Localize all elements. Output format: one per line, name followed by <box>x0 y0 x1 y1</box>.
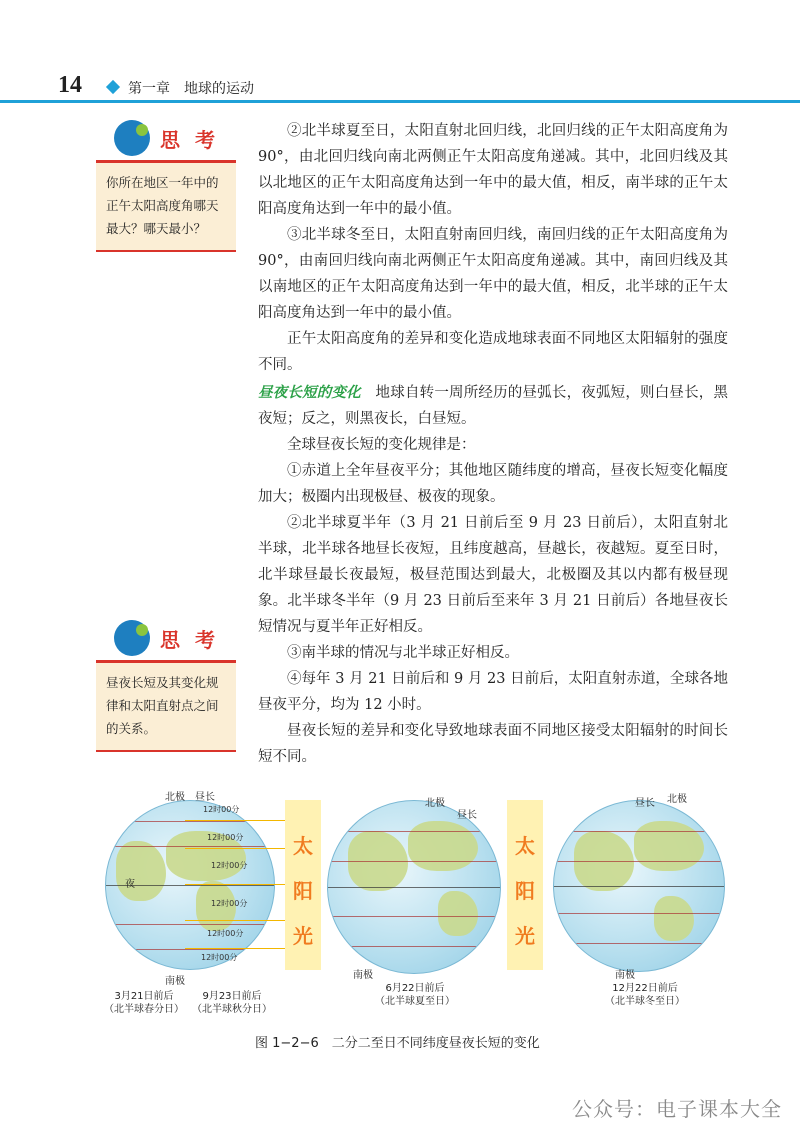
time-label: 12时00分 <box>211 899 248 908</box>
paragraph: ③北半球冬至日，太阳直射南回归线，南回归线的正午太阳高度角为 90°，由南回归线向南北两侧正午太阳高度角递减。其中，南回归线及其以南地区的正午太阳高度角达到一年中的最大值，相反，北半球的正午太阳高度角达到一年中的最小值。 <box>258 227 728 321</box>
paragraph: ③南半球的情况与北半球正好相反。 <box>287 645 519 661</box>
section-paragraph <box>258 380 728 432</box>
day-length-label: 昼长 <box>635 798 655 809</box>
section-heading: 昼夜长短的变化 <box>258 385 361 401</box>
date-label-summer: 6月22日前后 （北半球夏至日） <box>375 983 455 1007</box>
night-label: 夜 <box>125 879 135 890</box>
south-pole-label: 南极 <box>165 976 185 987</box>
sun-char: 太 <box>293 834 313 858</box>
paragraph: ④每年 3 月 21 日前后和 9 月 23 日前后，太阳直射赤道，全球各地昼夜平分，均为 12 小时。 <box>258 671 728 713</box>
sun-char: 太 <box>515 834 535 858</box>
head-gear-icon <box>114 120 150 156</box>
body-text-section <box>258 380 728 770</box>
header-rule <box>0 100 800 103</box>
think-text: 你所在地区一年中的正午太阳高度角哪天最大？哪天最小？ <box>96 163 236 252</box>
think-label: 思 考 <box>160 628 219 652</box>
time-label: 12时00分 <box>207 929 244 938</box>
head-gear-icon <box>114 620 150 656</box>
south-pole-label: 南极 <box>353 970 373 981</box>
think-text: 昼夜长短及其变化规律和太阳直射点之间的关系。 <box>96 663 236 752</box>
paragraph: 昼夜长短的差异和变化导致地球表面不同地区接受太阳辐射的时间长短不同。 <box>258 723 728 765</box>
sun-char: 阳 <box>293 879 313 903</box>
south-pole-label: 南极 <box>615 970 635 981</box>
globe-summer-solstice <box>327 800 501 974</box>
think-box-1 <box>96 120 236 252</box>
globe-winter-solstice <box>553 800 725 972</box>
paragraph: 全球昼夜长短的变化规律是： <box>287 437 476 453</box>
time-label: 12时00分 <box>207 833 244 842</box>
date-label-winter: 12月22日前后 （北半球冬至日） <box>605 983 685 1007</box>
paragraph: ①赤道上全年昼夜平分；其他地区随纬度的增高，昼夜长短变化幅度加大；极圈内出现极昼、极夜的现象。 <box>258 463 728 505</box>
chapter-title: 第一章 地球的运动 <box>128 81 254 97</box>
time-label: 12时00分 <box>203 805 240 814</box>
body-text-top <box>258 118 728 378</box>
day-length-label: 昼长 <box>457 810 477 821</box>
time-label: 12时00分 <box>201 953 238 962</box>
paragraph: ②北半球夏半年（3 月 21 日前后至 9 月 23 日前后），太阳直射北半球，北半球各地昼长夜短，且纬度越高，昼越长，夜越短。夏至日时，北半球昼最长夜最短，极昼范围达到最大，北极圈及其以内都有极昼现象。北半球冬半年（9 月 23 日前后至来年 3 月 21 日前后）各地昼夜长短情况与夏半年正好相反。 <box>258 515 728 635</box>
section-intro: 地球自转一周所经历的昼弧长，夜弧短，则白昼长，黑夜短；反之，则黑夜长，白昼短。 <box>258 385 729 427</box>
sun-char: 光 <box>515 924 535 948</box>
north-pole-label: 北极 <box>425 798 445 809</box>
paragraph: 正午太阳高度角的差异和变化造成地球表面不同地区太阳辐射的强度不同。 <box>258 331 728 373</box>
footer-account: 公众号：电子课本大全 <box>572 1097 782 1121</box>
north-pole-label: 北极 <box>165 792 185 803</box>
think-box-2 <box>96 620 236 752</box>
page-number: 14 <box>58 72 82 98</box>
figure-day-night-length <box>95 780 735 1020</box>
north-pole-label: 北极 <box>667 794 687 805</box>
day-length-label: 昼长 <box>195 792 215 803</box>
time-label: 12时00分 <box>211 861 248 870</box>
think-label: 思 考 <box>160 128 219 152</box>
figure-caption: 图 1−2−6 二分二至日不同纬度昼夜长短的变化 <box>255 1036 540 1051</box>
sun-char: 光 <box>293 924 313 948</box>
date-label-spring: 3月21日前后 （北半球春分日） <box>104 991 184 1015</box>
sun-char: 阳 <box>515 879 535 903</box>
paragraph: ②北半球夏至日，太阳直射北回归线，北回归线的正午太阳高度角为 90°，由北回归线向南北两侧正午太阳高度角递减。其中，北回归线及其以北地区的正午太阳高度角达到一年中的最大值，相反，南半球的正午太阳高度角达到一年中的最小值。 <box>258 123 728 217</box>
date-label-autumn: 9月23日前后 （北半球秋分日） <box>192 991 272 1015</box>
diamond-icon <box>106 80 120 94</box>
